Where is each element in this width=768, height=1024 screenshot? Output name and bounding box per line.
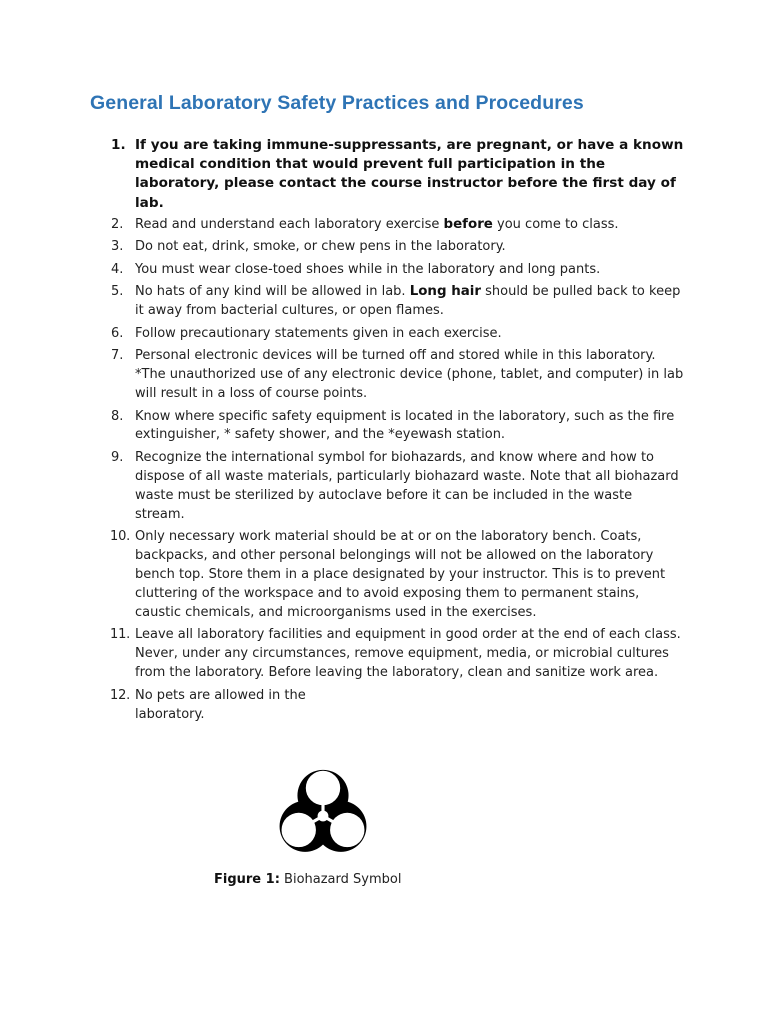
item-number: 7.: [111, 348, 124, 364]
item-text: Do not eat, drink, smoke, or chew pens in the laboratory.: [135, 239, 506, 255]
item-text: Personal electronic devices will be turned off and stored while in this laboratory. *The unauthorized use of any electronic device (phone, tablet, and computer) in lab will result in a loss of course points.: [135, 348, 684, 402]
item-text: You must wear close-toed shoes while in the laboratory and long pants.: [135, 261, 601, 277]
item-text: Read and understand each laboratory exercise: [135, 216, 444, 232]
item-text: Only necessary work material should be at or on the laboratory bench. Coats, backpacks, and other personal belongings will not be allowed on the laboratory bench top. Store them in a place designated by your instructor. This is to prevent cluttering of the workspace and to avoid exposing them to permanent stains, caustic chemicals, and microorganisms used in the exercises.: [135, 529, 666, 620]
item-number: 12.: [110, 687, 131, 703]
item-text: should be pulled back to keep it away from bacterial cultures, or open flames.: [135, 284, 681, 319]
item-number: 11.: [110, 627, 131, 643]
item-text: you come to class.: [492, 216, 619, 232]
caption-label: Figure 1:: [214, 872, 280, 887]
item-number: 8.: [111, 408, 124, 424]
item-number: 4.: [111, 261, 124, 277]
list-item: [104, 283, 684, 321]
item-number: 5.: [111, 284, 124, 300]
list-item: [104, 449, 684, 525]
list-item: [104, 687, 684, 725]
list-item: [104, 261, 684, 280]
list-item: [104, 238, 684, 257]
list-item: [104, 216, 684, 235]
item-number: 9.: [111, 449, 124, 465]
list-item: [104, 325, 684, 344]
item-text: Know where specific safety equipment is located in the laboratory, such as the fire extinguisher, * safety shower, and the *eyewash station.: [135, 408, 675, 443]
item-emphasis: Long hair: [409, 284, 481, 300]
page-title: General Laboratory Safety Practices and Procedures: [90, 92, 584, 114]
caption-text: Biohazard Symbol: [279, 872, 402, 887]
item-text: No hats of any kind will be allowed in lab.: [135, 284, 410, 300]
item-emphasis: before: [443, 216, 493, 232]
item-number: 3.: [111, 239, 124, 255]
figure-caption: [214, 872, 401, 887]
list-item: [104, 136, 684, 213]
item-number: 2.: [111, 216, 124, 232]
list-item: [104, 408, 684, 446]
item-number: 1.: [111, 137, 126, 153]
item-text: No pets are allowed in the laboratory.: [135, 687, 306, 722]
item-text: Leave all laboratory facilities and equipment in good order at the end of each class. Never, under any circumstances, remove equipment, media, or microbial cultures from the laboratory. Before leaving the laboratory, clean and sanitize work area.: [135, 627, 681, 681]
list-item: [104, 528, 684, 623]
item-text: If you are taking immune-suppressants, are pregnant, or have a known medical condition that would prevent full participation in the laboratory, please contact the course instructor before the first day of lab.: [135, 137, 684, 211]
list-item: [104, 626, 684, 683]
item-number: 6.: [111, 325, 124, 341]
list-item: [104, 347, 684, 404]
biohazard-icon: [264, 760, 382, 872]
item-number: 10.: [110, 529, 131, 545]
item-text: Follow precautionary statements given in each exercise.: [135, 325, 502, 341]
safety-rules-list: [104, 136, 684, 728]
item-text: Recognize the international symbol for biohazards, and know where and how to dispose of all waste materials, particularly biohazard waste. Note that all biohazard waste must be sterilized by autoclave before it can be included in the waste stream.: [135, 449, 679, 522]
